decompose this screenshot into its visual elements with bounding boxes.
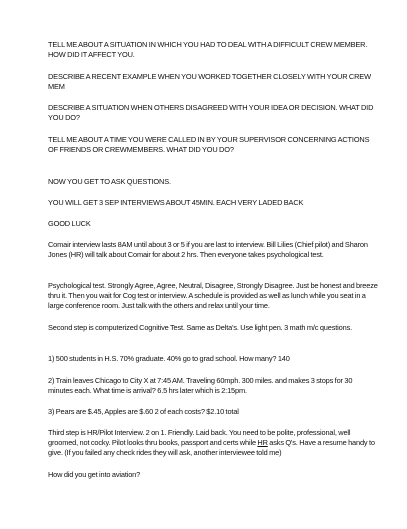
question-worked-together: DESCRIBE A RECENT EXAMPLE WHEN YOU WORKED TOGETHER CLOSELY WITH YOUR CREW MEM bbox=[48, 72, 371, 91]
interviews-info-line: YOU WILL GET 3 SEP INTERVIEWS ABOUT 45MIN. EACH VERY LADED BACK bbox=[48, 198, 304, 207]
comair-interview-paragraph: Comair interview lasts 8AM until about 3 or 5 if you are last to interview. Bill Lilies (Chief pilot) and Sharon Jones (HR) will talk about Comair for about 2 hrs. Then everyone takes psychological test. bbox=[48, 240, 368, 259]
third-step-paragraph bbox=[48, 428, 378, 458]
third-step-text-after: asks Q's. Have a resume handy to give. (If you failed any check rides they will ask, another interviewee told me) bbox=[48, 438, 375, 457]
question-called-by-supervisor: TELL ME ABOUT A TIME YOU WERE CALLED IN BY YOUR SUPERVISOR CONCERNING ACTIONS OF FRIENDS OR CREWMEMBERS. WHAT DID YOU DO? bbox=[48, 135, 370, 154]
good-luck-line: GOOD LUCK bbox=[48, 219, 91, 228]
math-question-2: 2) Train leaves Chicago to City X at 7:45 AM. Traveling 60mph. 300 miles. and makes 3 stops for 30 minutes each. What time is arrival? 6.5 hrs later which is 2:15pm. bbox=[48, 376, 353, 395]
cognitive-test-paragraph: Second step is computerized Cognitive Test. Same as Delta's. Use light pen. 3 math m/c questions. bbox=[48, 323, 353, 332]
math-question-1: 1) 500 students in H.S. 70% graduate. 40% go to grad school. How many? 140 bbox=[48, 354, 290, 363]
ask-questions-line: NOW YOU GET TO ASK QUESTIONS. bbox=[48, 177, 171, 186]
third-step-text-before: Third step is HR/Pilot Interview. 2 on 1. Friendly. Laid back. You need to be polite, professional, well groomed, not cocky. Pilot looks thru books, passport and certs while bbox=[48, 428, 351, 447]
question-difficult-crew-member: TELL ME ABOUT A SITUATION IN WHICH YOU HAD TO DEAL WITH A DIFFICULT CREW MEMBER. HOW DID IT AFFECT YOU. bbox=[48, 40, 368, 59]
psychological-test-paragraph: Psychological test. Strongly Agree, Agree, Neutral, Disagree, Strongly Disagree. Just be honest and breeze thru it. Then you wait for Cog test or interview. A schedule is provided as well as lunch while you seat in a large conference room. Just talk with the others and relax until your time. bbox=[48, 281, 378, 310]
math-question-3: 3) Pears are $.45, Apples are $.60 2 of each costs? $2.10 total bbox=[48, 407, 239, 416]
question-others-disagreed: DESCRIBE A SITUATION WHEN OTHERS DISAGREED WITH YOUR IDEA OR DECISION. WHAT DID YOU DO? bbox=[48, 103, 374, 122]
aviation-question: How did you get into aviation? bbox=[48, 470, 141, 479]
third-step-hr-underlined: HR bbox=[257, 438, 268, 447]
